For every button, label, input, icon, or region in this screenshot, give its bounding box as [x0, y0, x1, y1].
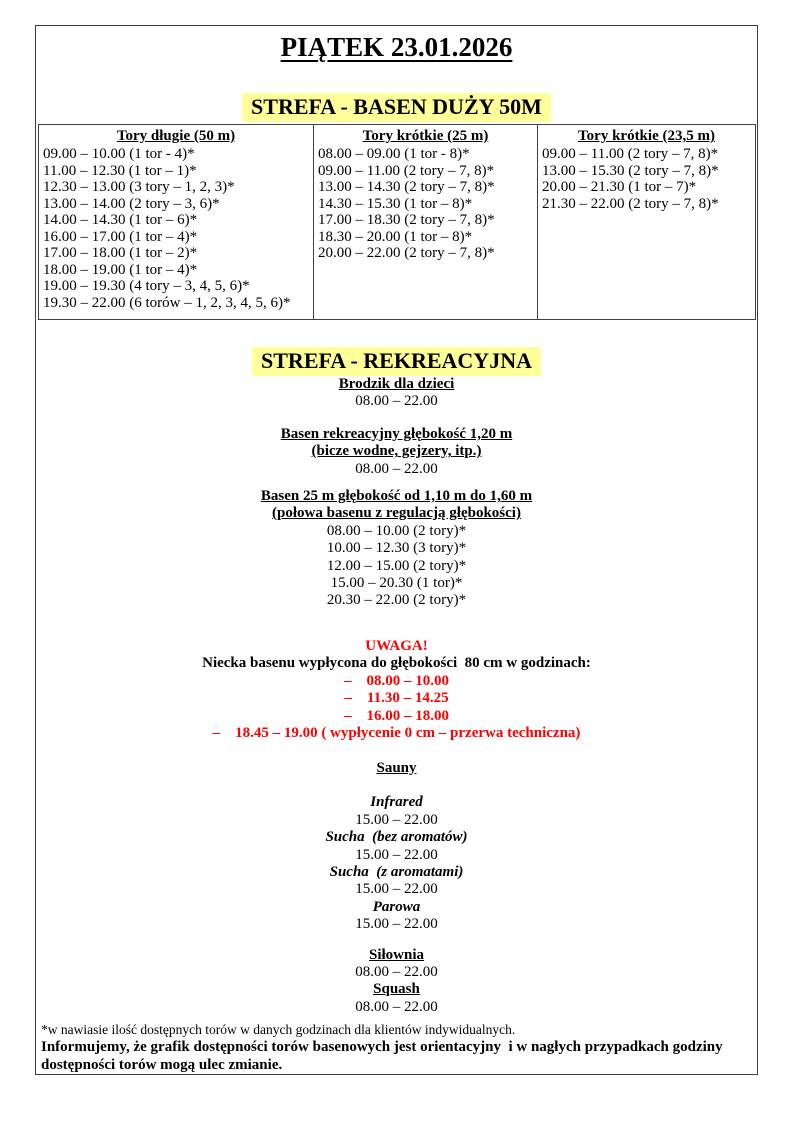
- lanes-column-short-25m: [314, 125, 538, 320]
- section-basen-rekreacyjny: [36, 426, 757, 478]
- footnote-info: Informujemy, że grafik dostępności torów basenowych jest orientacyjny i w nagłych przypadkach godziny dostępności torów mogą ulec zmianie.: [41, 1039, 727, 1074]
- lanes-column-rows: [43, 146, 309, 311]
- schedule-row: 18.30 – 20.00 (1 tor – 8)*: [318, 228, 473, 245]
- schedule-row: 20.00 – 21.30 (1 tor – 7)*: [542, 179, 697, 195]
- lanes-column-rows: [542, 146, 751, 212]
- section-subheader: (bicze wodne, gejzery, itp.): [311, 443, 482, 460]
- sauna-hours: 15.00 – 22.00: [355, 811, 438, 828]
- schedule-row: 17.00 – 18.30 (2 tory – 7, 8)*: [318, 212, 495, 228]
- facility-name: Squash: [373, 981, 420, 998]
- notice-title: UWAGA!: [365, 637, 428, 654]
- sauna-hours: 15.00 – 22.00: [355, 846, 438, 863]
- sauna-item: [36, 899, 757, 934]
- section-hours: 08.00 – 22.00: [355, 460, 438, 477]
- schedule-row: 20.30 – 22.00 (2 tory)*: [326, 592, 467, 609]
- schedule-row: 08.00 – 10.00 (2 tory)*: [326, 522, 467, 539]
- page-title: PIĄTEK 23.01.2026: [280, 32, 513, 62]
- sauna-item: [36, 829, 757, 864]
- facility-item: [36, 981, 757, 1016]
- schedule-sheet: [35, 25, 758, 1075]
- recreation-zone-title: STREFA - REKREACYJNA: [252, 347, 541, 376]
- notice-subtitle: Niecka basenu wypłycona do głębokości 80 cm w godzinach:: [202, 655, 591, 672]
- schedule-row: 15.00 – 20.30 (1 tor)*: [330, 575, 463, 592]
- lanes-column-short-23-5m: [538, 125, 756, 320]
- notice-block: [36, 638, 757, 743]
- section-header: Basen 25 m głębokość od 1,10 m do 1,60 m: [260, 488, 533, 505]
- facility-hours: 08.00 – 22.00: [355, 963, 438, 980]
- schedule-row: 17.00 – 18.00 (1 tor – 2)*: [43, 245, 198, 261]
- sauna-hours: 15.00 – 22.00: [355, 916, 438, 933]
- schedule-row: 08.00 – 09.00 (1 tor - 8)*: [318, 146, 470, 162]
- section-header: Brodzik dla dzieci: [338, 376, 455, 392]
- lanes-table: [38, 124, 756, 320]
- section-subheader: (połowa basenu z regulacją głębokości): [272, 505, 521, 522]
- section-brodzik: [36, 376, 757, 411]
- sauna-name: Sucha (bez aromatów): [325, 829, 468, 846]
- section-hours: 08.00 – 22.00: [355, 393, 438, 410]
- schedule-row: 21.30 – 22.00 (2 tory – 7, 8)*: [542, 195, 719, 212]
- lanes-column-header: Tory krótkie (25 m): [362, 128, 489, 144]
- schedule-row: 13.00 – 15.30 (2 tory – 7, 8)*: [542, 162, 719, 179]
- lanes-column-long-50m: [39, 125, 314, 320]
- schedule-row: 14.00 – 14.30 (1 tor – 6)*: [43, 212, 198, 228]
- lanes-column-header: Tory długie (50 m): [116, 128, 236, 144]
- schedule-row: 09.00 – 11.00 (2 tory – 7, 8)*: [542, 146, 719, 162]
- sauna-item: [36, 864, 757, 899]
- schedule-row: 14.30 – 15.30 (1 tor – 8)*: [318, 195, 473, 212]
- schedule-row: 11.00 – 12.30 (1 tor – 1)*: [43, 162, 197, 179]
- facility-name: Siłownia: [368, 946, 425, 963]
- schedule-row: 13.00 – 14.30 (2 tory – 7, 8)*: [318, 179, 495, 195]
- schedule-row: 16.00 – 17.00 (1 tor – 4)*: [43, 228, 198, 245]
- notice-item: – 11.30 – 14.25: [344, 690, 449, 707]
- schedule-row: 20.00 – 22.00 (2 tory – 7, 8)*: [318, 245, 495, 261]
- pool-zone-title: STREFA - BASEN DUŻY 50M: [242, 93, 551, 122]
- facilities-list: [36, 947, 757, 1017]
- footnotes: [41, 1022, 753, 1074]
- notice-item: – 16.00 – 18.00: [344, 707, 449, 724]
- pool-zone-title-row: [36, 93, 757, 122]
- schedule-row: 09.00 – 10.00 (1 tor - 4)*: [43, 146, 195, 162]
- sauna-item: [36, 794, 757, 829]
- footnote-asterisk: *w nawiasie ilość dostępnych torów w danych godzinach dla klientów indywidualnych.: [41, 1022, 516, 1038]
- notice-item: – 08.00 – 10.00: [344, 672, 449, 689]
- schedule-row: 13.00 – 14.00 (2 tory – 3, 6)*: [43, 195, 220, 212]
- section-slots: [36, 523, 757, 610]
- recreation-zone-title-row: [36, 347, 757, 376]
- schedule-row: 19.30 – 22.00 (6 torów – 1, 2, 3, 4, 5, 6)*: [43, 294, 291, 311]
- facility-hours: 08.00 – 22.00: [355, 998, 438, 1015]
- lanes-table-row: [39, 125, 756, 320]
- saunas-title-row: [36, 759, 757, 777]
- schedule-row: 12.00 – 15.00 (2 tory)*: [326, 557, 467, 574]
- facility-item: [36, 947, 757, 982]
- sauna-list: [36, 794, 757, 933]
- section-basen-25m: [36, 488, 757, 610]
- sauna-hours: 15.00 – 22.00: [355, 881, 438, 898]
- schedule-row: 19.00 – 19.30 (4 tory – 3, 4, 5, 6)*: [43, 278, 250, 294]
- notice-item: – 18.45 – 19.00 ( wypłycenie 0 cm – przerwa techniczna): [212, 725, 581, 742]
- schedule-row: 09.00 – 11.00 (2 tory – 7, 8)*: [318, 162, 495, 179]
- schedule-row: 12.30 – 13.00 (3 tory – 1, 2, 3)*: [43, 179, 235, 195]
- lanes-column-rows: [318, 146, 533, 262]
- sauna-name: Infrared: [370, 794, 423, 811]
- lanes-column-header: Tory krótkie (23,5 m): [578, 128, 715, 144]
- schedule-row: 10.00 – 12.30 (3 tory)*: [326, 540, 467, 557]
- sauna-name: Parowa: [372, 898, 421, 915]
- saunas-title: Sauny: [376, 759, 417, 776]
- sauna-name: Sucha (z aromatami): [329, 863, 464, 880]
- notice-items: [36, 673, 757, 743]
- schedule-row: 18.00 – 19.00 (1 tor – 4)*: [43, 261, 198, 278]
- section-header: Basen rekreacyjny głębokość 1,20 m: [280, 425, 513, 442]
